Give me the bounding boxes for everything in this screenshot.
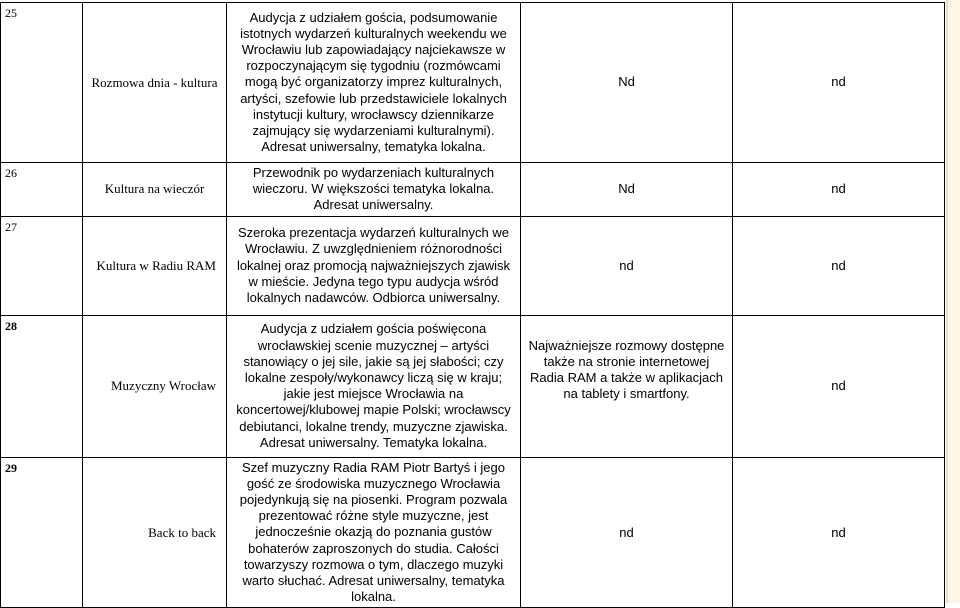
programme-name-cell <box>83 3 227 163</box>
availability-value: Najważniejsze rozmowy dostępne także na stronie internetowej Radia RAM a także w aplikacjach na tablety i smartfony. <box>528 337 725 402</box>
other-info-cell <box>733 457 945 608</box>
programme-name: Kultura na wieczór <box>104 181 205 197</box>
programme-description: Audycja z udziałem gościa poświęcona wrocławskiej scenie muzycznej – artyści stanowiący o jej sile, jakie są jej słabości; czy lokalne zespoły/wykonawcy liczą się w kraju; jakie jest miejsce Wrocławia na koncertowej/klubowej mapie Polski; wrocławscy debiutanci, lokalne trendy, muzyczne zjawiska. Adresat uniwersalny. Tematyka lokalna. <box>236 321 511 450</box>
programme-description-cell <box>227 163 521 217</box>
programme-name-cell <box>83 315 227 457</box>
programme-name: Rozmowa dnia - kultura <box>91 74 218 90</box>
other-info-cell <box>733 216 945 315</box>
row-number-cell <box>1 3 83 163</box>
programme-description: Szef muzyczny Radia RAM Piotr Bartyś i jego gość ze środowiska muzycznego Wrocławia pojedynkują się na piosenki. Program pozwala prezentować różne style muzyczne, jest jednocześnie okazją do poznania gustów bohaterów zaproszonych do studia. Całości towarzyszy rozmowa o tym, dlaczego muzyki warto słuchać. Adresat uniwersalny, tematyka lokalna. <box>239 459 508 605</box>
row-number: 28 <box>5 318 17 333</box>
availability-cell <box>521 457 733 608</box>
table-row <box>1 457 945 608</box>
row-number: 29 <box>5 460 17 475</box>
row-number-cell <box>1 163 83 217</box>
programme-description-cell <box>227 457 521 608</box>
other-info-value: nd <box>831 525 846 541</box>
programme-description-cell <box>227 3 521 163</box>
other-info-value: nd <box>831 181 846 197</box>
programme-name-cell <box>83 163 227 217</box>
programme-name-cell <box>83 216 227 315</box>
row-number: 26 <box>5 166 17 180</box>
other-info-value: nd <box>831 378 846 393</box>
availability-value: nd <box>619 525 634 541</box>
programme-name-cell <box>83 457 227 608</box>
programme-name: Kultura w Radiu RAM <box>96 257 216 273</box>
programme-description: Audycja z udziałem gościa, podsumowanie istotnych wydarzeń kulturalnych weekendu we Wrocławiu lub zapowiadający najciekawsze w rozpoczynającym się tygodniu (rozmówcami mogą być organizatorzy imprez kulturalnych, artyści, szefowie lub przedstawiciele lokalnych instytucji kultury, wrocławscy dziennikarze zajmujący się wydarzeniami kulturalnymi). Adresat uniwersalny, tematyka lokalna. <box>240 9 507 155</box>
availability-cell <box>521 3 733 163</box>
availability-value: Nd <box>618 181 635 197</box>
table-row <box>1 3 945 163</box>
row-number: 25 <box>5 6 17 20</box>
other-info-cell <box>733 3 945 163</box>
table-row <box>1 315 945 457</box>
table-row <box>1 163 945 217</box>
availability-value: Nd <box>618 74 635 90</box>
other-info-cell <box>733 315 945 457</box>
table-row <box>1 216 945 315</box>
other-info-value: nd <box>831 257 846 273</box>
availability-cell <box>521 315 733 457</box>
row-number-cell <box>1 216 83 315</box>
other-info-value: nd <box>831 74 846 90</box>
availability-value: nd <box>619 257 634 273</box>
availability-cell <box>521 216 733 315</box>
programme-description-cell <box>227 315 521 457</box>
programme-name: Muzyczny Wrocław <box>110 378 216 394</box>
row-number: 27 <box>5 219 17 234</box>
page-edge-strip <box>946 0 960 603</box>
programme-name: Back to back <box>148 525 216 541</box>
other-info-cell <box>733 163 945 217</box>
row-number-cell <box>1 315 83 457</box>
programme-description: Przewodnik po wydarzeniach kulturalnych wieczoru. W większości tematyka lokalna. Adresat uniwersalny. <box>252 165 495 213</box>
availability-cell <box>521 163 733 217</box>
row-number-cell <box>1 457 83 608</box>
programme-table <box>0 2 945 608</box>
programme-description-cell <box>227 216 521 315</box>
programme-description: Szeroka prezentacja wydarzeń kulturalnych we Wrocławiu. Z uwzględnieniem różnorodności lokalnej oraz promocją najważniejszych zjawisk w mieście. Jedyna tego typu audycja wśród lokalnych nadawców. Odbiorca uniwersalny. <box>236 225 511 305</box>
